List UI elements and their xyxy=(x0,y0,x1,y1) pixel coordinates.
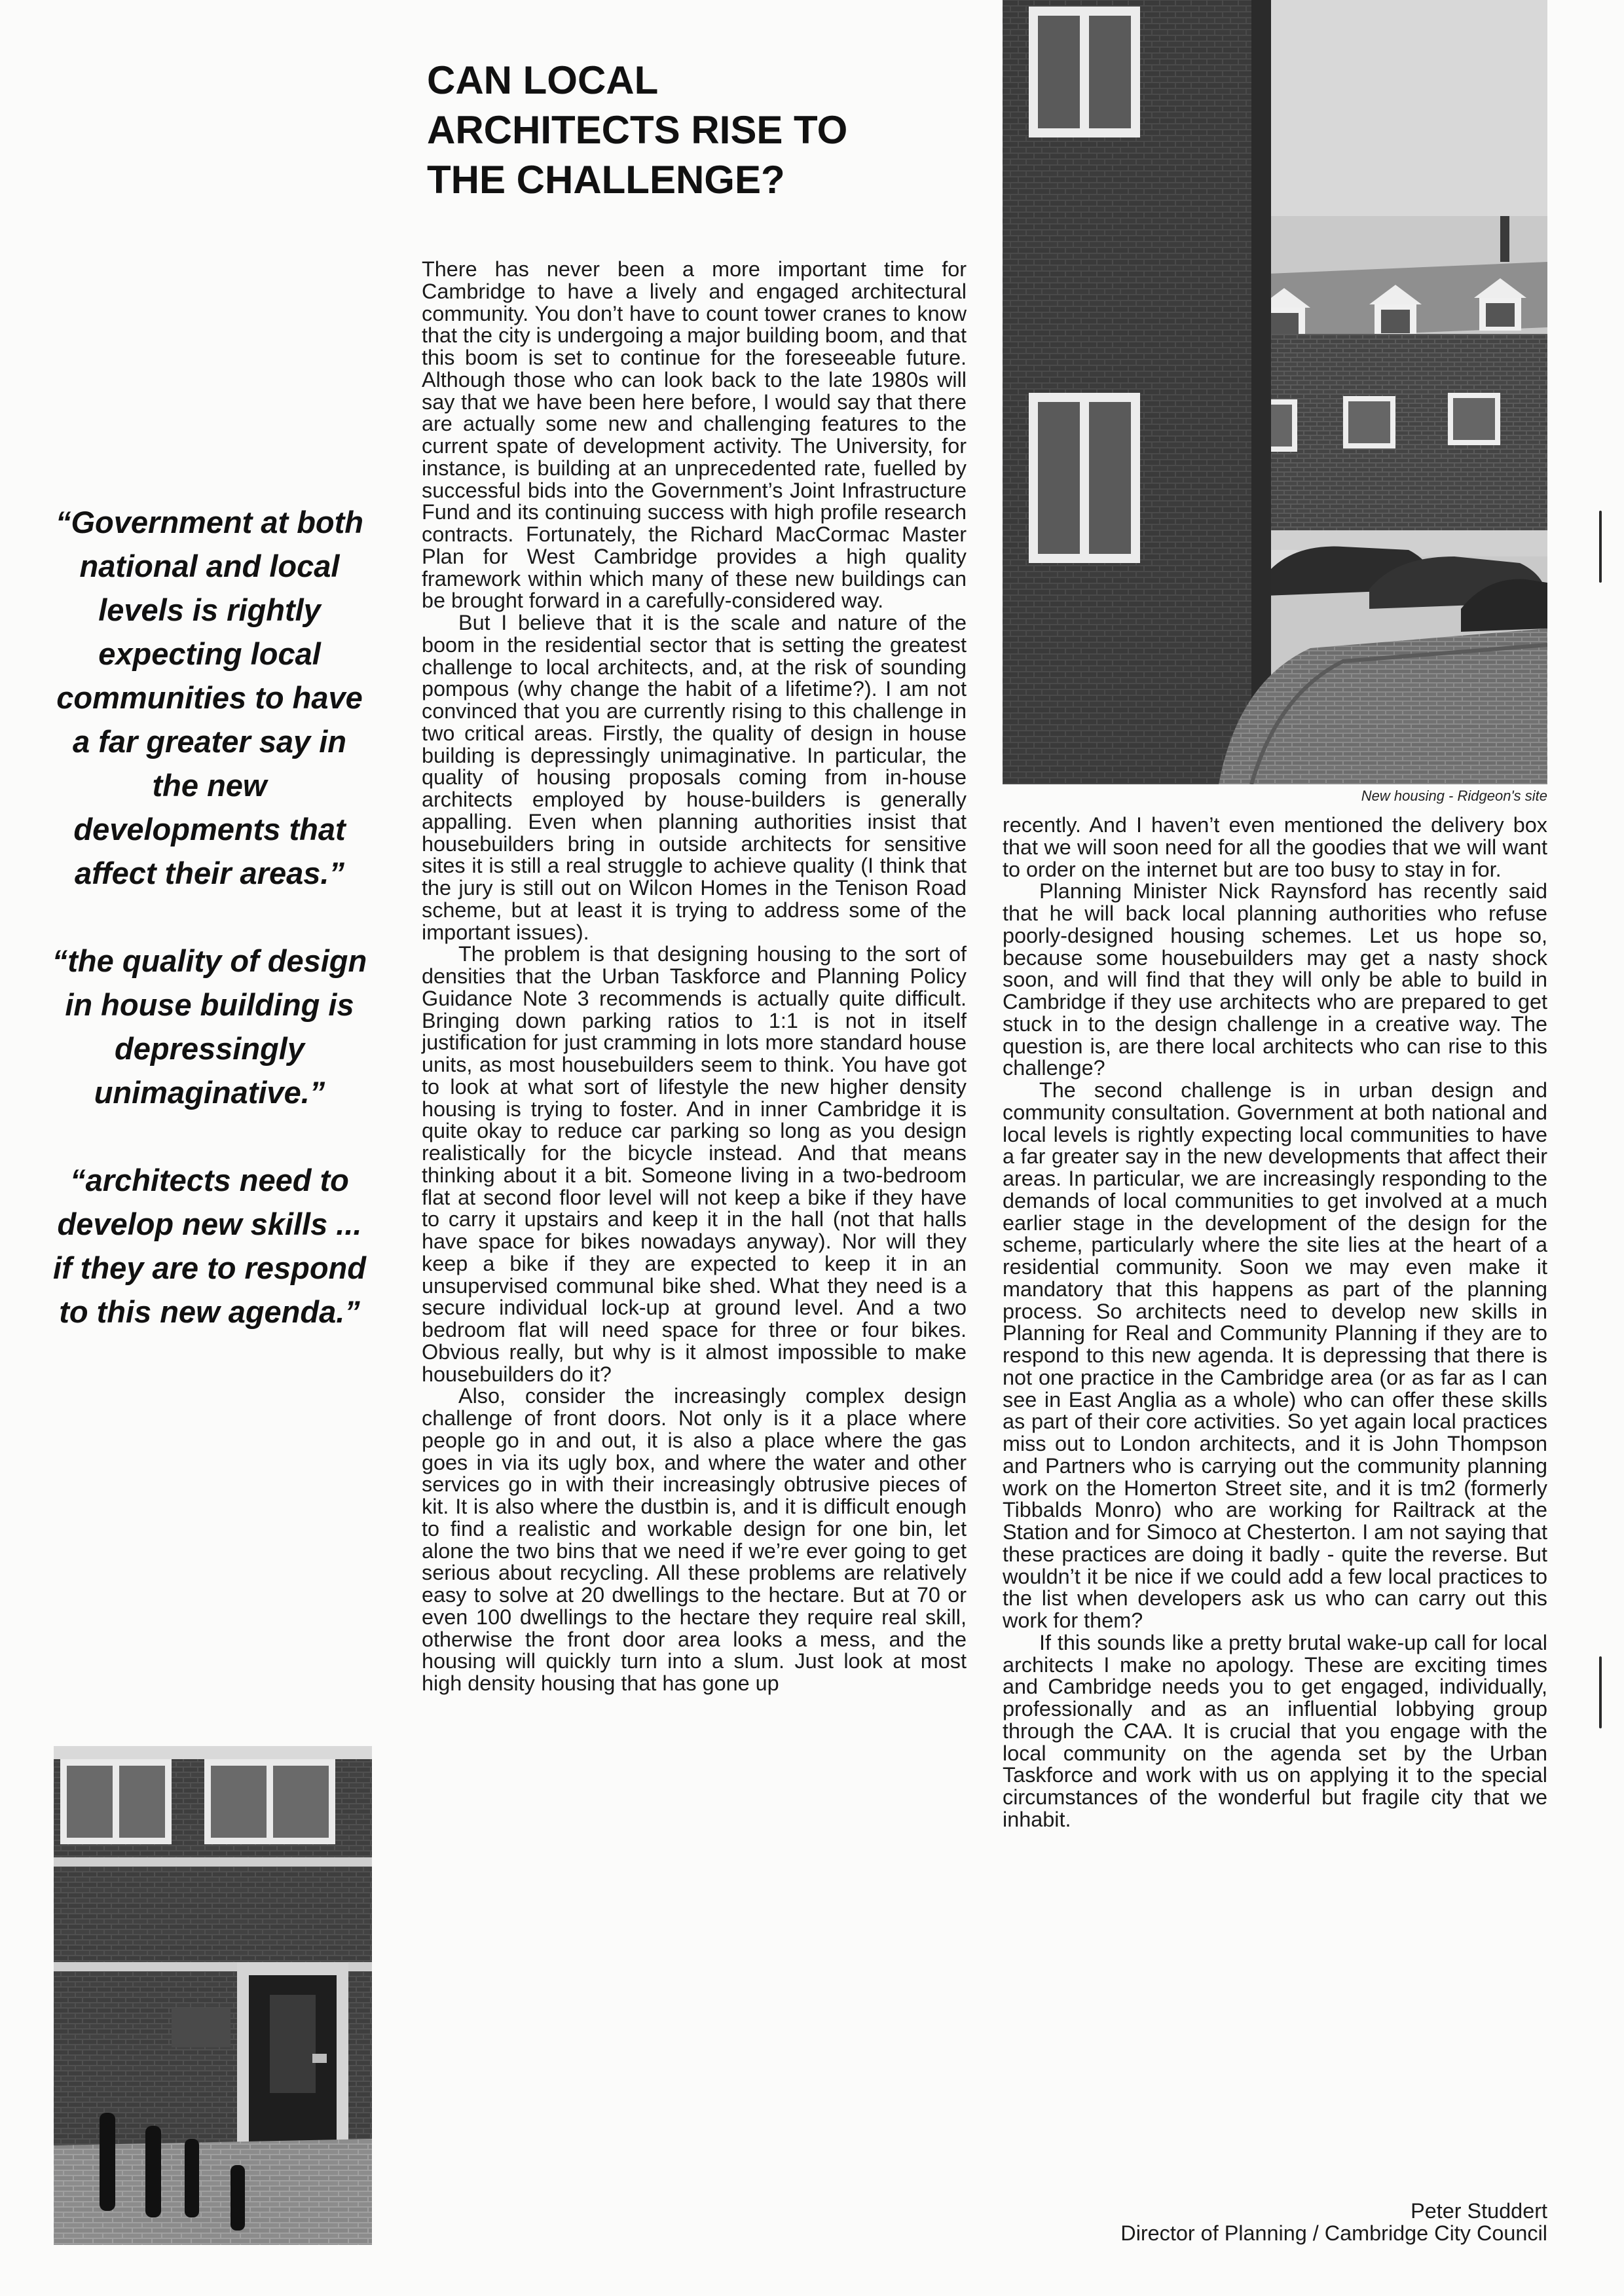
article-column-right xyxy=(1003,814,1547,1831)
article-paragraph: Planning Minister Nick Raynsford has recently said that he will back local planning authorities who refuse poorly-designed housing schemes. Let us hope so, because some housebuilders may get a nasty shock soon, and will find that they will only be able to build in Cambridge if they use architects who are prepared to get stuck in to the design challenge in a creative way. The question is, are there local architects who can rise to this challenge? xyxy=(1003,879,1547,1080)
pull-quote: “the quality of design in house building is depressingly unimaginative.” xyxy=(52,943,367,1110)
housing-photo xyxy=(1003,0,1547,784)
front-door-photo-illustration xyxy=(54,1746,372,2245)
article-paragraph: Also, consider the increasingly complex design challenge of front doors. Not only is it a place where people go in and out, it is also a place where the gas goes in via its ugly box, and where the water and other services go in with their increasingly obtrusive pieces of kit. It is also where the dustbin is, and it is difficult enough to find a realistic and workable design for one bin, let alone the two bins that we need if we’re ever going to get serious about recycling. All these problems are relatively easy to solve at 20 dwellings to the hectare. But at 70 or even 100 dwellings to the hectare they require real skill, otherwise the front door area looks a mess, and the housing will quickly turn into a slum. Just look at most high density housing that has gone up xyxy=(422,1384,967,1695)
article-column-middle xyxy=(422,259,967,1695)
article-headline xyxy=(427,56,951,205)
headline-line: THE CHALLENGE? xyxy=(427,158,785,202)
article-paragraph: But I believe that it is the scale and nature of the boom in the residential sector that is setting the greatest challenge to local architects, and, at the risk of sounding pompous (why change the habit of a lifetime?). I am not convinced that you are currently rising to this challenge in two critical areas. Firstly, the quality of design in house building is depressingly unimaginative. In particular, the quality of housing proposals coming from in-house architects employed by house-builders is generally appalling. Even when planning authorities insist that housebuilders bring in outside architects for sensitive sites it is still a real struggle to achieve quality (I think that the jury is still out on Wilcon Homes in the Tenison Road scheme, but at least it is trying to address some of the important issues). xyxy=(422,611,967,944)
headline-line: CAN LOCAL xyxy=(427,58,659,102)
front-door-photo xyxy=(54,1746,372,2245)
article-paragraph: If this sounds like a pretty brutal wake-up call for local architects I make no apology. These are exciting times and Cambridge needs you to get engaged, individually, professionally and as an influential lobbying group through the CAA. It is crucial that you engage with the local community on the agenda set by the Urban Taskforce and work with us on applying it to the special circumstances of the wonderful but fragile city that we inhabit. xyxy=(1003,1630,1547,1831)
article-paragraph: The second challenge is in urban design and community consultation. Government at both national and local levels is rightly expecting local communities to have a far greater say in the new developments that affect their areas. In particular, we are increasingly responding to the demands of local communities to get involved at a much earlier stage in the development of the design for the scheme, particularly where the site lies at the heart of a residential community. Soon we may even make it mandatory that this happens as part of the planning process. So architects need to develop new skills in Planning for Real and Community Planning if they are to respond to this new agenda. It is depressing that there is not one practice in the Cambridge area (or as far as I can see in East Anglia as a whole) who can offer these skills as part of their core activities. So yet again local practices miss out to London architects, and it is John Thompson and Partners who is carrying out the community planning work on the Homerton Street site, and it is tm2 (formerly Tibbalds Monro) who are working for Railtrack at the Station and for Simoco at Chesterton. I am not saying that these practices are doing it badly - quite the reverse. But wouldn’t it be nice if we could add a few local practices to the list when developers ask us who can carry out this work for them? xyxy=(1003,1078,1547,1632)
headline-line: ARCHITECTS RISE TO xyxy=(427,108,848,152)
scan-edge-mark xyxy=(1599,511,1602,583)
article-paragraph: recently. And I haven’t even mentioned the delivery box that we will soon need for all the goodies that we will want to order on the internet but are too busy to stay in for. xyxy=(1003,813,1547,881)
article-paragraph: The problem is that designing housing to the sort of densities that the Urban Taskforce and Planning Policy Guidance Note 3 recommends is actually quite difficult. Bringing down parking ratios to 1:1 is not in itself justification for just cramming in lots more standard house units, as most housebuilders seem to think. You have got to look at what sort of lifestyle the new higher density housing is trying to foster. And in inner Cambridge it is quite okay to reduce car parking so long as you design realistically for the bicycle instead. And that means thinking about it a bit. Someone living in a two-bedroom flat at second floor level will not keep a bike if they have to carry it upstairs and keep it in the hall (not that halls have space for bikes nowadays anyway). Nor will they keep a bike if they are expected to keep it in an unsupervised communal bike shed. What they need is a secure individual lock-up at ground level. And a two bedroom flat will need space for three or four bikes. Obvious really, but why is it almost impossible to make housebuilders do it? xyxy=(422,942,967,1386)
article-paragraph: There has never been a more important time for Cambridge to have a lively and engaged architectural community. You don’t have to count tower cranes to know that the city is undergoing a major building boom, and that this boom is set to continue for the foreseeable future. Although those who can look back to the late 1980s will say that we have been here before, I would say that there are actually some new and challenging features to the current spate of development activity. The University, for instance, is building at an unprecedented rate, fuelled by successful bids into the Government’s Joint Infrastructure Fund and its continuing success with high profile research contracts. Fortunately, the Richard MacCormac Master Plan for West Cambridge provides a high quality framework within which many of these new buildings can be brought forward in a carefully-considered way. xyxy=(422,257,967,613)
pull-quote: “architects need to develop new skills ... if they are to respond to this new agenda.” xyxy=(53,1163,366,1329)
author-role: Director of Planning / Cambridge City Council xyxy=(1120,2221,1547,2245)
pull-quote: “Government at both national and local levels is rightly expecting local communities to have a far greater say in the new developments that affect their areas.” xyxy=(55,505,364,890)
housing-photo-illustration xyxy=(1003,0,1547,784)
author-name: Peter Studdert xyxy=(1411,2199,1547,2223)
photo-caption: New housing - Ridgeon's site xyxy=(1361,788,1547,804)
pull-quotes xyxy=(46,500,373,1377)
scan-edge-mark xyxy=(1599,1656,1602,1728)
